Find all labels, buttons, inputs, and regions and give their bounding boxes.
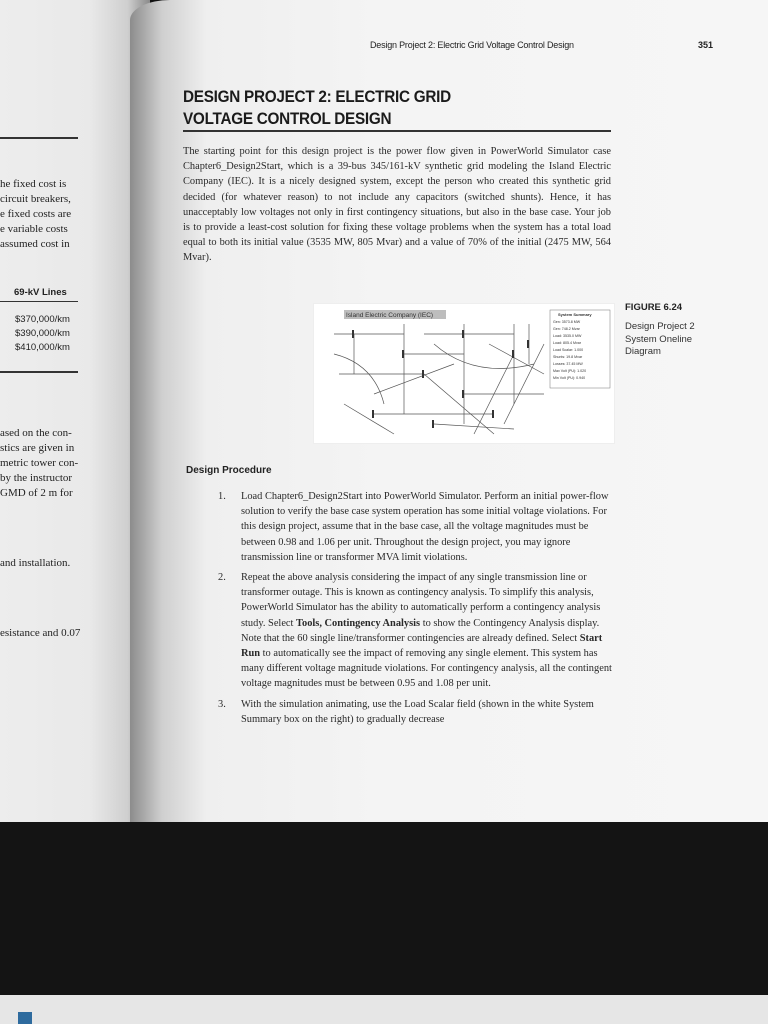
table-header-rule: [0, 301, 78, 302]
procedure-step: [218, 570, 618, 692]
summary-title: System Summary: [558, 312, 592, 317]
step-bold: Start Run: [241, 632, 603, 660]
procedure-step: [218, 697, 618, 727]
title-line-1: DESIGN PROJECT 2: ELECTRIC GRID: [183, 87, 451, 106]
summary-line: Load: 805.4 Mvar: [553, 341, 581, 345]
diagram-title: Island Electric Company (IEC): [346, 312, 434, 319]
left-line: stics are given in: [0, 442, 75, 454]
figure-label: FIGURE 6.24: [625, 302, 683, 313]
summary-line: Losses: 37.45 MW: [553, 362, 583, 366]
summary-line: Max Volt (PU): 1.020: [553, 369, 587, 373]
blue-tab: [18, 1012, 32, 1024]
running-head: Design Project 2: Electric Grid Voltage Control Design: [370, 40, 574, 50]
summary-line: Load: 3535.0 MW: [553, 334, 582, 338]
summary-line: Gen: 748.2 Mvar: [553, 327, 580, 331]
summary-line: Shunts: 19.8 Mvar: [553, 355, 583, 359]
title-line-2: VOLTAGE CONTROL DESIGN: [183, 109, 392, 128]
left-line: assumed cost in: [0, 238, 70, 250]
next-page-edge: [0, 995, 768, 1024]
intro-paragraph: The starting point for this design project is the power flow given in PowerWorld Simulator case Chapter6_Design2Start, which is a 39-bus 345/161-kV synthetic grid modeling the Island Electric Company (IEC). It is a nicely designed system, except the person who created this synthetic grid decided (for whatever reason) to not include any capacitors (switched shunts). Hence, it has unacceptably low voltages not only in first contingency situations, but also in the base case. Your job is to provide a least-cost solution for fixing these voltage problems when the system has a total load equal to both its initial value (3535 MW, 805 Mvar) and a value of 70% of the initial (2475 MW, 564 Mvar).: [183, 146, 611, 264]
table-value: $390,000/km: [15, 328, 70, 339]
table-value: $410,000/km: [15, 342, 70, 353]
left-line: GMD of 2 m for: [0, 487, 73, 499]
procedure-step: [218, 489, 618, 565]
procedure-steps: [218, 489, 618, 732]
right-page: [130, 0, 768, 822]
left-page: [0, 0, 150, 822]
step-text: Repeat the above analysis considering the impact of any single transmission line or transformer outage. This is known as contingency analysis. To simplify this analysis, PowerWorld Simulator has the ability to automatically perform a contingency analysis study. Select: [241, 572, 601, 629]
left-line: ased on the con-: [0, 427, 72, 439]
page-number: 351: [698, 40, 714, 50]
left-line: esistance and 0.07: [0, 627, 81, 639]
step-bold: Tools, Contingency Analysis: [296, 617, 421, 629]
step-text: to automatically see the impact of removing any single element. This system has many different voltage magnitude violations. For contingency analysis, all the contingent voltage magnitudes must be between 0.95 and 1.08 per unit.: [241, 648, 612, 690]
step-number: 3.: [218, 698, 226, 710]
section-title: [183, 86, 451, 130]
left-line: by the instructor: [0, 472, 73, 484]
title-rule: [183, 130, 611, 132]
scanner-background: [0, 822, 768, 995]
summary-line: Load Scalar: 1.000: [553, 348, 584, 352]
oneline-diagram-figure: [313, 303, 615, 444]
step-text: With the simulation animating, use the Load Scalar field (shown in the white System Summary box on the right) to gradually decrease: [241, 698, 594, 725]
left-line: e variable costs: [0, 223, 68, 235]
left-line: e fixed costs are: [0, 208, 72, 220]
table-value: $370,000/km: [15, 314, 70, 325]
summary-line: Gen: 3573.8 MW: [553, 320, 581, 324]
step-number: 2.: [218, 572, 226, 584]
summary-line: Min Volt (PU): 0.940: [553, 376, 586, 380]
grid-lines: [334, 324, 544, 434]
procedure-heading: Design Procedure: [186, 465, 272, 476]
figure-caption: Design Project 2 System Oneline Diagram: [625, 321, 695, 357]
oneline-diagram: [314, 304, 614, 443]
left-line: he fixed cost is: [0, 178, 67, 190]
left-rule-top: [0, 137, 78, 139]
buses: [352, 330, 529, 428]
step-number: 1.: [218, 491, 226, 502]
left-line: circuit breakers,: [0, 193, 71, 205]
step-text: Load Chapter6_Design2Start into PowerWorld Simulator. Perform an initial power-flow solution to verify the base case system operation has some initial voltage violations. For this design project, assume that in the base case, all the voltage magnitudes must be between 0.98 and 1.06 per unit. Throughout the design project, you may ignore transmission line or transformer MVA limit violations.: [241, 491, 609, 563]
table-header: 69-kV Lines: [14, 287, 67, 298]
left-line: and installation.: [0, 557, 71, 569]
left-line: metric tower con-: [0, 457, 79, 469]
table-bottom-rule: [0, 371, 78, 373]
step-text: to show the Contingency Analysis display. Note that the 60 single line/transformer contingencies are already defined. Select: [241, 617, 600, 644]
